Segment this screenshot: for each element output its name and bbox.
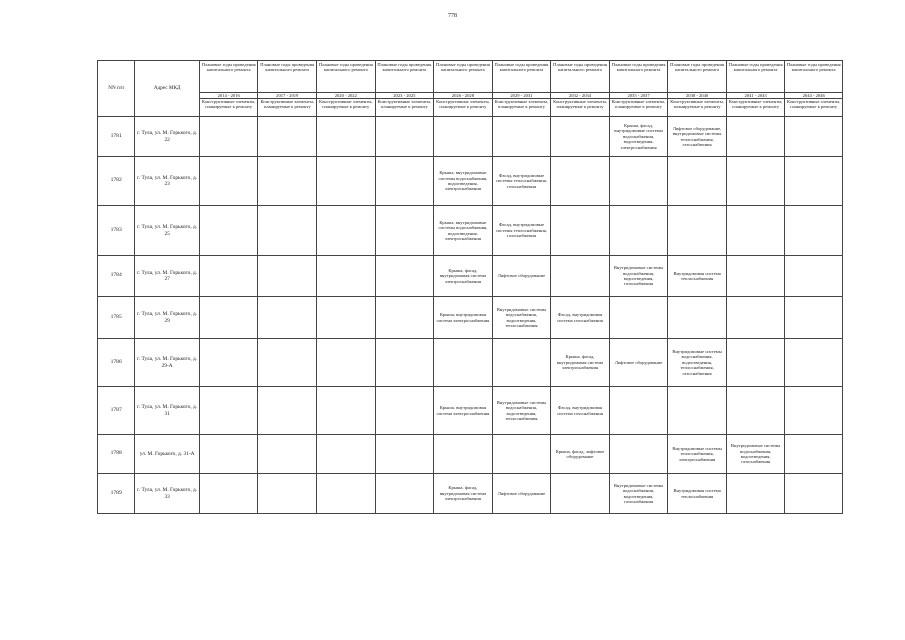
repair-cell [609, 297, 668, 339]
repair-cell [375, 435, 434, 474]
period-header: Плановые годы проведения капитального ремонта [726, 61, 785, 93]
table-row [98, 435, 843, 474]
repair-cell: Фасад, внутридомовая система газоснабжения [551, 297, 610, 339]
repair-cell [258, 339, 317, 387]
period-years: 2038 - 2040 [668, 93, 727, 99]
table-row [98, 297, 843, 339]
repair-cell: Фасад, внутридомовая система газоснабжения [551, 387, 610, 435]
repair-cell [199, 387, 258, 435]
repair-cell [258, 206, 317, 256]
repair-cell [317, 474, 376, 514]
elements-header: Конструктивные элементы, планируемые к ремонту [199, 99, 258, 117]
repair-cell [375, 206, 434, 256]
period-header: Плановые годы проведения капитального ремонта [609, 61, 668, 93]
elements-header: Конструктивные элементы, планируемые к ремонту [258, 99, 317, 117]
table-row [98, 157, 843, 206]
repair-cell [726, 474, 785, 514]
repair-cell [785, 157, 843, 206]
repair-cell [668, 387, 727, 435]
row-address: г. Тула, ул. М. Горького, д. 33 [135, 474, 200, 514]
repair-cell [609, 206, 668, 256]
repair-cell [199, 117, 258, 157]
repair-cell: Крыша, внутридомовая система электроснабжения [434, 387, 493, 435]
repair-cell [258, 297, 317, 339]
header-row-periods [98, 61, 843, 93]
repair-cell [668, 157, 727, 206]
repair-cell [726, 339, 785, 387]
repair-cell: Крыша, фасад, лифтовое оборудование [551, 435, 610, 474]
repair-cell: Крыша, фасад, внутридомовая система электроснабжения [434, 256, 493, 297]
period-header: Плановые годы проведения капитального ремонта [785, 61, 843, 93]
table-row [98, 256, 843, 297]
repair-cell [317, 117, 376, 157]
repair-cell [199, 435, 258, 474]
repair-cell: Лифтовое оборудование [492, 256, 551, 297]
row-number: 1787 [98, 387, 135, 435]
table-row [98, 117, 843, 157]
period-header: Плановые годы проведения капитального ремонта [434, 61, 493, 93]
repair-cell [668, 297, 727, 339]
period-years: 2032 - 2034 [551, 93, 610, 99]
period-years: 2041 - 2043 [726, 93, 785, 99]
repair-cell: Крыша, внутридомовые системы водоснабжения, водоотведения, электроснабжения [434, 206, 493, 256]
elements-header: Конструктивные элементы, планируемые к ремонту [668, 99, 727, 117]
period-years: 2035 - 2037 [609, 93, 668, 99]
row-address: г. Тула, ул. М. Горького, д. 31 [135, 387, 200, 435]
period-years: 2023 - 2025 [375, 93, 434, 99]
repair-cell: Крыша, внутридомовые системы водоснабжения, водоотведения, электроснабжения [434, 157, 493, 206]
row-number: 1789 [98, 474, 135, 514]
repair-cell [492, 117, 551, 157]
repair-cell [551, 206, 610, 256]
repair-cell [551, 157, 610, 206]
row-address: г. Тула, ул. М. Горького, д. 23 [135, 157, 200, 206]
repair-cell [785, 387, 843, 435]
repair-cell [317, 339, 376, 387]
repair-cell [726, 256, 785, 297]
repair-schedule-table [97, 60, 843, 514]
column-header-number: NN п/п [98, 61, 135, 117]
repair-cell [726, 206, 785, 256]
period-years: 2044 - 2046 [785, 93, 843, 99]
repair-cell [726, 117, 785, 157]
repair-cell [199, 256, 258, 297]
repair-cell [785, 297, 843, 339]
column-header-address: Адрес МКД [135, 61, 200, 117]
repair-cell [609, 435, 668, 474]
row-address: г. Тула, ул. М. Горького, д. 25 [135, 206, 200, 256]
period-header: Плановые годы проведения капитального ремонта [492, 61, 551, 93]
period-header: Плановые годы проведения капитального ремонта [317, 61, 376, 93]
repair-cell [199, 474, 258, 514]
repair-cell [551, 474, 610, 514]
repair-cell [199, 297, 258, 339]
repair-cell [317, 256, 376, 297]
repair-cell [434, 339, 493, 387]
repair-cell [258, 435, 317, 474]
repair-cell [258, 387, 317, 435]
page-number: 778 [448, 13, 457, 19]
repair-cell: Внутридомовые системы водоснабжения, водоотведения, газоснабжения [609, 256, 668, 297]
repair-cell [199, 339, 258, 387]
repair-cell [434, 435, 493, 474]
repair-cell [785, 206, 843, 256]
repair-cell [668, 206, 727, 256]
row-address: г. Тула, ул. М. Горького, д. 29 [135, 297, 200, 339]
table-row [98, 474, 843, 514]
table-row [98, 206, 843, 256]
repair-cell [375, 339, 434, 387]
row-number: 1788 [98, 435, 135, 474]
repair-cell [317, 387, 376, 435]
repair-cell: Внутридомовые системы водоснабжения, водоотведения, теплоснабжения, газоснабжения [668, 339, 727, 387]
elements-header: Конструктивные элементы, планируемые к ремонту [551, 99, 610, 117]
repair-cell [785, 339, 843, 387]
elements-header: Конструктивные элементы, планируемые к ремонту [785, 99, 843, 117]
row-number: 1786 [98, 339, 135, 387]
period-years: 2017 - 2019 [258, 93, 317, 99]
table-row [98, 339, 843, 387]
elements-header: Конструктивные элементы, планируемые к ремонту [492, 99, 551, 117]
row-number: 1782 [98, 157, 135, 206]
repair-cell [258, 256, 317, 297]
row-number: 1785 [98, 297, 135, 339]
row-address: г. Тула, ул. М. Горького, д. 22 [135, 117, 200, 157]
repair-cell [258, 117, 317, 157]
repair-cell [726, 157, 785, 206]
repair-cell [258, 157, 317, 206]
row-address: ул. М. Горького, д. 31-А [135, 435, 200, 474]
repair-cell: Фасад, внутридомовые системы теплоснабжения, газоснабжения [492, 157, 551, 206]
repair-cell [785, 256, 843, 297]
repair-cell [258, 474, 317, 514]
repair-cell: Внутридомовые системы водоснабжения, водоотведения, теплоснабжения [492, 297, 551, 339]
repair-cell [375, 387, 434, 435]
repair-cell [785, 435, 843, 474]
period-header: Плановые годы проведения капитального ремонта [375, 61, 434, 93]
table-header [98, 61, 843, 117]
period-years: 2014 - 2016 [199, 93, 258, 99]
row-number: 1783 [98, 206, 135, 256]
repair-cell [317, 157, 376, 206]
repair-cell [317, 206, 376, 256]
repair-cell [492, 435, 551, 474]
repair-cell [785, 474, 843, 514]
row-number: 1784 [98, 256, 135, 297]
repair-cell [609, 387, 668, 435]
table-body [98, 117, 843, 514]
repair-cell: Лифтовое оборудование [609, 339, 668, 387]
repair-cell [492, 339, 551, 387]
repair-cell [317, 297, 376, 339]
repair-cell: Внутридомовые системы водоснабжения, водоотведения, газоснабжения [609, 474, 668, 514]
elements-header: Конструктивные элементы, планируемые к ремонту [375, 99, 434, 117]
repair-cell: Внутридомовые системы теплоснабжения, электроснабжения [668, 435, 727, 474]
repair-cell: Крыша, фасад, внутридомовая система электроснабжения [434, 474, 493, 514]
table-row [98, 387, 843, 435]
repair-cell: Внутридомовые системы водоснабжения, водоотведения, газоснабжения [726, 435, 785, 474]
repair-cell [375, 256, 434, 297]
period-header: Плановые годы проведения капитального ремонта [668, 61, 727, 93]
row-address: г. Тула, ул. М. Горького, д. 27 [135, 256, 200, 297]
elements-header: Конструктивные элементы, планируемые к ремонту [434, 99, 493, 117]
repair-cell: Внутридомовая система теплоснабжения [668, 474, 727, 514]
repair-cell [726, 387, 785, 435]
repair-cell: Крыша, внутридомовая система электроснабжения [434, 297, 493, 339]
row-address: г. Тула, ул. М. Горького, д. 29-А [135, 339, 200, 387]
period-header: Плановые годы проведения капитального ремонта [551, 61, 610, 93]
repair-cell: Крыша, фасад, внутридомовые системы водоснабжения, водоотведения, электроснабжения [609, 117, 668, 157]
repair-cell: Крыша, фасад, внутридомовая система электроснабжения [551, 339, 610, 387]
elements-header: Конструктивные элементы, планируемые к ремонту [726, 99, 785, 117]
row-number: 1781 [98, 117, 135, 157]
repair-cell [199, 206, 258, 256]
repair-cell: Внутридомовая система теплоснабжения [668, 256, 727, 297]
header-row-elements [98, 99, 843, 117]
repair-cell: Лифтовое оборудование, внутридомовые системы теплоснабжения, газоснабжения [668, 117, 727, 157]
elements-header: Конструктивные элементы, планируемые к ремонту [609, 99, 668, 117]
repair-cell [199, 157, 258, 206]
period-header: Плановые годы проведения капитального ремонта [199, 61, 258, 93]
repair-cell [317, 435, 376, 474]
repair-cell: Лифтовое оборудование [492, 474, 551, 514]
repair-cell [785, 117, 843, 157]
repair-cell [551, 117, 610, 157]
period-years: 2020 - 2022 [317, 93, 376, 99]
repair-cell [551, 256, 610, 297]
repair-cell [375, 157, 434, 206]
repair-cell [434, 117, 493, 157]
repair-cell [375, 474, 434, 514]
elements-header: Конструктивные элементы, планируемые к ремонту [317, 99, 376, 117]
repair-cell [609, 157, 668, 206]
repair-cell [726, 297, 785, 339]
period-years: 2026 - 2028 [434, 93, 493, 99]
period-header: Плановые годы проведения капитального ремонта [258, 61, 317, 93]
repair-cell [375, 117, 434, 157]
repair-cell: Фасад, внутридомовые системы теплоснабжения, газоснабжения [492, 206, 551, 256]
period-years: 2029 - 2031 [492, 93, 551, 99]
repair-cell [375, 297, 434, 339]
repair-cell: Внутридомовые системы водоснабжения, водоотведения, теплоснабжения [492, 387, 551, 435]
